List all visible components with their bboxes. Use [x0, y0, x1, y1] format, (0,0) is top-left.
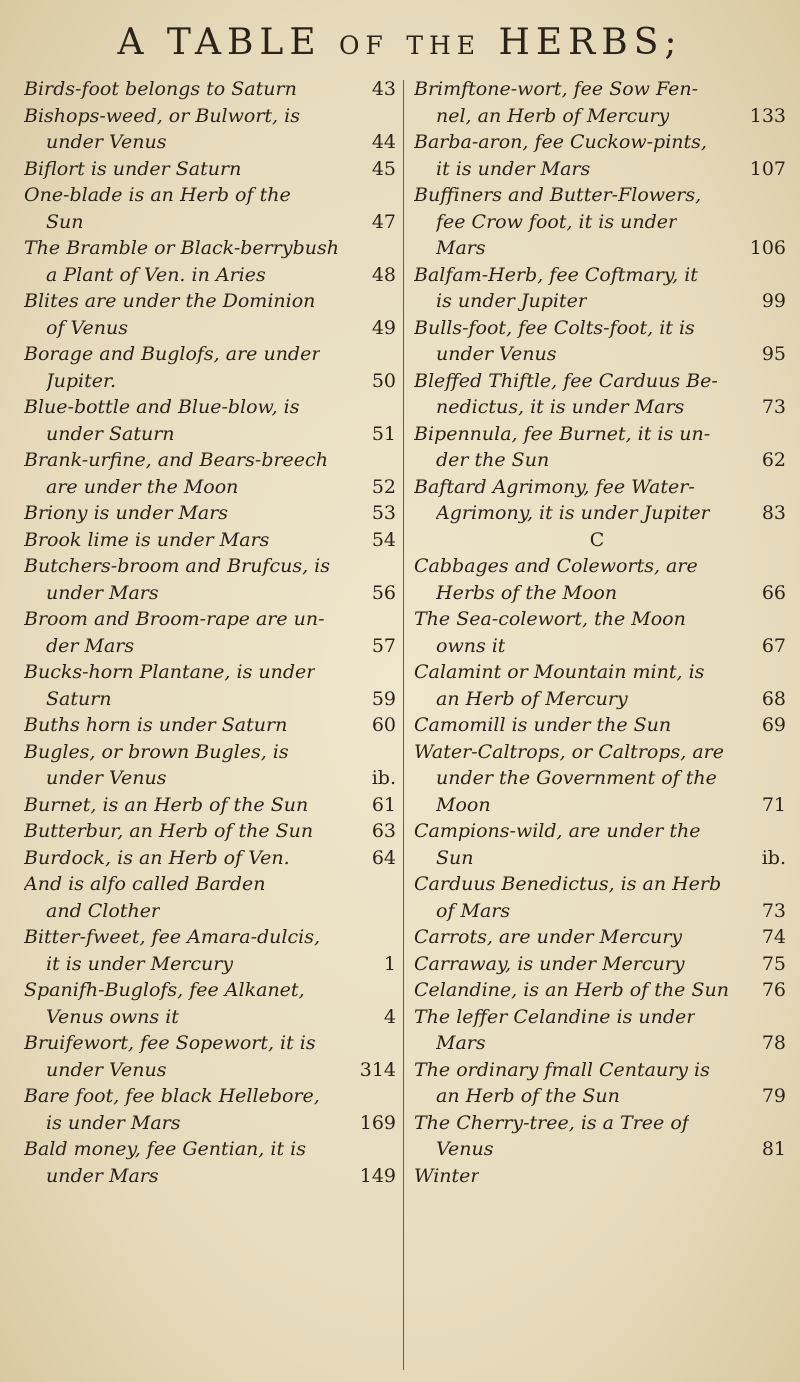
- entry-text: Buffiners and Butter-Flowers,: [414, 184, 702, 206]
- index-entry: [414, 1163, 786, 1190]
- index-entry: [414, 182, 786, 262]
- index-entry: [414, 474, 786, 527]
- index-entry: [24, 182, 396, 235]
- page-number: 169: [359, 1111, 396, 1134]
- page-number: [604, 527, 610, 554]
- index-entry: [414, 129, 786, 182]
- entry-text: Burdock, is an Herb of Ven.: [24, 846, 290, 869]
- index-entry: [414, 951, 786, 978]
- entry-text: an Herb of the Sun: [436, 1085, 620, 1107]
- index-entry: [414, 76, 786, 129]
- index-entry: [24, 500, 396, 527]
- entry-text: The Cherry-tree, is a Tree of: [414, 1111, 689, 1134]
- entry-text: Blue-bottle and Blue-blow, is: [24, 396, 300, 418]
- page-number: ib.: [371, 767, 396, 789]
- index-entry: [24, 712, 396, 739]
- page-number: 71: [761, 793, 786, 816]
- index-entry: [24, 924, 396, 977]
- entry-text: Bitter-fweet, fee Amara-dulcis,: [24, 926, 320, 948]
- entry-text: a Plant of Ven. in Aries: [46, 263, 266, 286]
- index-entry: [414, 368, 786, 421]
- page-number: 49: [371, 316, 396, 339]
- page-number: 64: [371, 846, 396, 869]
- entry-text: Winter: [414, 1164, 480, 1187]
- entry-text: under Saturn: [46, 422, 175, 445]
- page-number: 56: [371, 581, 396, 604]
- index-entry: [24, 977, 396, 1030]
- page-number: 314: [359, 1058, 396, 1081]
- index-entry: [414, 315, 786, 368]
- index-entry: [24, 659, 396, 712]
- entry-text: Carduus Benedictus, is an Herb: [414, 873, 722, 895]
- entry-text: der the Sun: [436, 449, 550, 471]
- entry-text: under Venus: [436, 343, 557, 365]
- index-entry: [414, 924, 786, 951]
- page-number: 61: [371, 793, 396, 816]
- index-entry: [414, 527, 786, 554]
- entry-text: Jupiter.: [46, 369, 117, 392]
- page-number: 81: [761, 1138, 786, 1160]
- entry-text: Bugles, or brown Bugles, is: [24, 740, 289, 763]
- entry-text: Sun: [46, 210, 84, 233]
- index-entry: [24, 792, 396, 819]
- page-number: 95: [761, 343, 786, 365]
- page-number: 83: [761, 502, 786, 524]
- index-entry: [24, 235, 396, 288]
- entry-text: Venus owns it: [46, 1005, 179, 1028]
- entry-text: Spanifh-Buglofs, fee Alkanet,: [24, 979, 305, 1001]
- entry-text: Brank-urfine, and Bears-breech: [24, 449, 328, 471]
- index-entry: [414, 262, 786, 315]
- entry-text: of Venus: [46, 316, 128, 339]
- entry-text: Burnet, is an Herb of the Sun: [24, 793, 309, 816]
- entry-text: Mars: [436, 237, 486, 259]
- entry-text: Camomill is under the Sun: [414, 714, 672, 736]
- index-entry: [414, 1057, 786, 1110]
- page-number: 47: [371, 210, 396, 233]
- page-number: 51: [371, 422, 396, 445]
- entry-text: under Venus: [46, 131, 167, 153]
- page-number: 78: [761, 1032, 786, 1054]
- entry-text: Bipennula, fee Burnet, it is un-: [414, 422, 711, 445]
- index-entry: [24, 1083, 396, 1136]
- entry-text: C: [589, 528, 605, 551]
- entry-text: Carrots, are under Mercury: [414, 926, 683, 948]
- index-entry: [24, 527, 396, 554]
- entry-text: Mars: [436, 1032, 486, 1054]
- entry-text: Sun: [436, 846, 474, 869]
- entry-text: The Bramble or Black-berrybush: [24, 237, 339, 259]
- index-entry: [24, 156, 396, 183]
- index-entry: [24, 394, 396, 447]
- entry-text: Bruifewort, fee Sopewort, it is: [24, 1032, 316, 1054]
- page-number: 53: [371, 502, 396, 524]
- page-number: 99: [761, 290, 786, 312]
- entry-text: Celandine, is an Herb of the Sun: [414, 979, 729, 1001]
- page-number: 44: [371, 131, 396, 153]
- entry-text: under Mars: [46, 1164, 159, 1187]
- page-number: 45: [371, 157, 396, 180]
- page-number: 69: [761, 714, 786, 736]
- index-entry: [414, 1004, 786, 1057]
- page-number: 60: [371, 714, 396, 736]
- page-number: 67: [761, 634, 786, 657]
- entry-text: under the Government of the: [436, 767, 717, 789]
- entry-text: The ordinary fmall Centaury is: [414, 1058, 710, 1081]
- index-entry: [414, 553, 786, 606]
- entry-text: Baftard Agrimony, fee Water-: [414, 475, 695, 498]
- index-entry: [24, 845, 396, 872]
- entry-text: under Venus: [46, 1058, 167, 1081]
- page-number: 149: [359, 1164, 396, 1187]
- entry-text: Moon: [436, 793, 491, 816]
- entry-text: Carraway, is under Mercury: [414, 952, 685, 975]
- index-entry: [24, 1030, 396, 1083]
- entry-text: The leffer Celandine is under: [414, 1005, 696, 1028]
- entry-text: Saturn: [46, 687, 112, 710]
- entry-text: it is under Mercury: [46, 952, 234, 975]
- entry-text: Campions-wild, are under the: [414, 820, 701, 842]
- entry-text: One-blade is an Herb of the: [24, 184, 291, 206]
- page-number: 75: [761, 952, 786, 975]
- page-number: 73: [761, 396, 786, 418]
- page-number: 79: [761, 1085, 786, 1107]
- entry-text: Bulls-foot, fee Colts-foot, it is: [414, 316, 695, 339]
- page-number: 52: [371, 475, 396, 498]
- page-number: 107: [749, 157, 786, 180]
- entry-text: Balfam-Herb, fee Coftmary, it: [414, 263, 698, 286]
- entry-text: Herbs of the Moon: [436, 581, 618, 604]
- index-entry: [24, 447, 396, 500]
- entry-text: nel, an Herb of Mercury: [436, 104, 670, 127]
- entry-text: The Sea-colewort, the Moon: [414, 608, 686, 630]
- page-number: 73: [761, 899, 786, 922]
- entry-text: Butterbur, an Herb of the Sun: [24, 820, 314, 842]
- entry-text: Briony is under Mars: [24, 502, 229, 524]
- page-number: [780, 1163, 786, 1190]
- index-entry: [414, 712, 786, 739]
- page-number: 4: [383, 1005, 396, 1028]
- index-entry: [414, 659, 786, 712]
- index-entry: [414, 739, 786, 819]
- right-column: [414, 76, 786, 1189]
- page-number: 63: [371, 820, 396, 842]
- page-title: A TABLE of the HERBS;: [117, 22, 683, 63]
- index-entry: [24, 76, 396, 103]
- entry-text: an Herb of Mercury: [436, 687, 628, 710]
- page-number: 68: [761, 687, 786, 710]
- index-entry: [24, 871, 396, 924]
- entry-text: Water-Caltrops, or Caltrops, are: [414, 740, 724, 763]
- entry-text: Biflort is under Saturn: [24, 157, 242, 180]
- page-number: 76: [761, 979, 786, 1001]
- entry-text: are under the Moon: [46, 475, 239, 498]
- entry-text: Borage and Buglofs, are under: [24, 343, 321, 365]
- entry-text: is under Jupiter: [436, 290, 587, 312]
- page-number: 66: [761, 581, 786, 604]
- left-column: [24, 76, 396, 1189]
- entry-text: der Mars: [46, 634, 135, 657]
- index-entry: [414, 606, 786, 659]
- entry-text: Bare foot, fee black Hellebore,: [24, 1085, 320, 1107]
- page-number: 74: [761, 926, 786, 948]
- entry-text: Bleffed Thiftle, fee Carduus Be-: [414, 369, 718, 392]
- index-entry: [24, 103, 396, 156]
- index-entry: [414, 871, 786, 924]
- page-number: ib.: [761, 846, 786, 869]
- entry-text: Birds-foot belongs to Saturn: [24, 78, 297, 100]
- page-number: 106: [749, 237, 786, 259]
- index-entry: [24, 818, 396, 845]
- entry-text: Brimftone-wort, fee Sow Fen-: [414, 78, 699, 100]
- page-number: 43: [371, 78, 396, 100]
- column-divider: [403, 80, 404, 1370]
- index-entry: [24, 341, 396, 394]
- entry-text: Butchers-broom and Brufcus, is: [24, 555, 331, 577]
- page-number: 59: [371, 687, 396, 710]
- entry-text: Barba-aron, fee Cuckow-pints,: [414, 131, 707, 153]
- entry-text: Calamint or Mountain mint, is: [414, 661, 705, 683]
- page-number: 57: [371, 634, 396, 657]
- page-number: 54: [371, 528, 396, 551]
- entry-text: Blites are under the Dominion: [24, 290, 316, 312]
- entry-text: nedictus, it is under Mars: [436, 396, 685, 418]
- entry-text: Bucks-horn Plantane, is under: [24, 661, 316, 683]
- entry-text: and Clother: [46, 899, 161, 922]
- entry-text: fee Crow foot, it is under: [436, 210, 678, 233]
- entry-text: Bald money, fee Gentian, it is: [24, 1138, 306, 1160]
- entry-text: And is alfo called Barden: [24, 873, 266, 895]
- index-entry: [24, 1136, 396, 1189]
- entry-text: is under Mars: [46, 1111, 181, 1134]
- entry-text: Agrimony, it is under Jupiter: [436, 502, 710, 524]
- entry-text: Brook lime is under Mars: [24, 528, 270, 551]
- index-entry: [414, 977, 786, 1004]
- entry-text: Buths horn is under Saturn: [24, 714, 288, 736]
- page-number: 50: [371, 369, 396, 392]
- entry-text: Venus: [436, 1138, 494, 1160]
- page-number: 62: [761, 449, 786, 471]
- index-entry: [24, 288, 396, 341]
- entry-text: owns it: [436, 634, 506, 657]
- entry-text: under Venus: [46, 767, 167, 789]
- index-entry: [414, 818, 786, 871]
- entry-text: it is under Mars: [436, 157, 591, 180]
- page-number: 48: [371, 263, 396, 286]
- entry-text: Cabbages and Coleworts, are: [414, 555, 698, 577]
- index-entry: [24, 739, 396, 792]
- entry-text: of Mars: [436, 899, 511, 922]
- index-entry: [414, 421, 786, 474]
- entry-text: Broom and Broom-rape are un-: [24, 608, 325, 630]
- index-entry: [24, 606, 396, 659]
- index-entry: [24, 553, 396, 606]
- page-number: 1: [383, 952, 396, 975]
- entry-text: under Mars: [46, 581, 159, 604]
- entry-text: Bishops-weed, or Bulwort, is: [24, 104, 300, 127]
- page-number: 133: [749, 104, 786, 127]
- page-number: [390, 898, 396, 925]
- index-entry: [414, 1110, 786, 1163]
